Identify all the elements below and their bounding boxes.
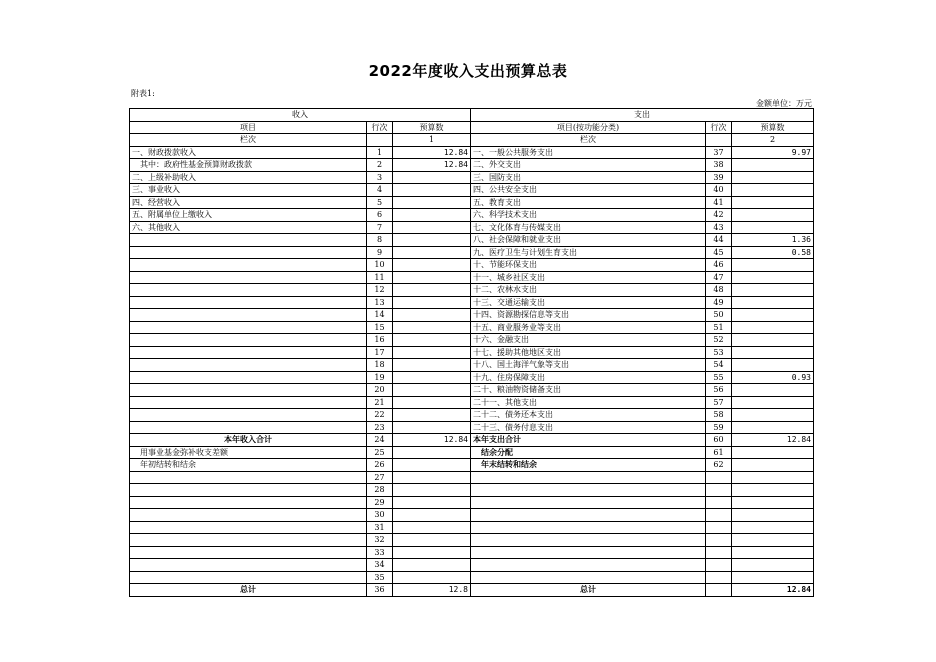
table-row [130,184,814,197]
expense-item-cell: 本年支出合计 [471,434,706,447]
expense-item-cell: 十九、住房保障支出 [471,371,706,384]
income-budget-cell [393,409,471,422]
expense-rowno-cell: 50 [706,309,732,322]
expense-budget-cell [732,321,814,334]
income-budget-cell [393,334,471,347]
income-rowno-cell: 31 [367,521,393,534]
expense-item-cell: 十三、交通运输支出 [471,296,706,309]
expense-budget-cell [732,309,814,322]
income-budget-cell [393,221,471,234]
income-budget-cell [393,509,471,522]
income-rowno-cell: 14 [367,309,393,322]
expense-rowno-cell: 56 [706,384,732,397]
expense-budget-cell [732,196,814,209]
income-budget-cell: 12.84 [393,159,471,172]
header-row-sections [130,109,814,122]
expense-item-cell: 二十、粮油物资储备支出 [471,384,706,397]
expense-budget-cell [732,334,814,347]
expense-item-header: 项目(按功能分类) [471,121,706,134]
expense-item-cell: 结余分配 [471,446,706,459]
table-row [130,159,814,172]
income-budget-cell [393,209,471,222]
expense-budget-cell [732,521,814,534]
expense-rowno-cell: 52 [706,334,732,347]
expense-item-cell [471,509,706,522]
expense-item-cell: 二十一、其他支出 [471,396,706,409]
expense-item-cell [471,546,706,559]
income-rowno-cell: 34 [367,559,393,572]
table-row [130,521,814,534]
table-row [130,196,814,209]
expense-budget-cell [732,184,814,197]
expense-item-cell: 十七、援助其他地区支出 [471,346,706,359]
income-rowno-header: 行次 [367,121,393,134]
income-budget-cell [393,359,471,372]
expense-budget-cell: 0.93 [732,371,814,384]
expense-item-cell: 十八、国土海洋气象等支出 [471,359,706,372]
income-item-cell [130,396,367,409]
expense-rowno-cell: 48 [706,284,732,297]
income-column-label: 栏次 [130,134,367,147]
expense-rowno-cell: 39 [706,171,732,184]
expense-budget-cell [732,259,814,272]
expense-item-cell: 四、公共安全支出 [471,184,706,197]
income-rowno-cell: 35 [367,571,393,584]
income-rowno-cell: 13 [367,296,393,309]
income-rowno-cell: 24 [367,434,393,447]
expense-budget-cell: 12.84 [732,584,814,597]
expense-budget-cell: 0.58 [732,246,814,259]
table-row [130,246,814,259]
expense-item-cell: 十二、农林水支出 [471,284,706,297]
header-row-columns [130,121,814,134]
expense-budget-cell [732,484,814,497]
expense-budget-cell [732,221,814,234]
table-row [130,584,814,597]
income-rowno-cell: 1 [367,146,393,159]
income-rowno-cell: 26 [367,459,393,472]
income-item-cell [130,534,367,547]
expense-item-cell: 二、外交支出 [471,159,706,172]
table-row [130,571,814,584]
expense-item-cell [471,571,706,584]
income-rowno-cell: 8 [367,234,393,247]
expense-item-cell [471,496,706,509]
expense-item-cell: 十五、商业服务业等支出 [471,321,706,334]
table-row [130,546,814,559]
expense-budget-cell [732,559,814,572]
expense-rowno-cell: 55 [706,371,732,384]
expense-rowno-cell: 47 [706,271,732,284]
expense-budget-cell [732,396,814,409]
income-rowno-cell: 30 [367,509,393,522]
income-rowno-cell: 33 [367,546,393,559]
expense-column-label: 栏次 [471,134,706,147]
income-item-header: 项目 [130,121,367,134]
income-budget-cell: 12.84 [393,146,471,159]
table-row [130,321,814,334]
expense-budget-cell [732,421,814,434]
income-budget-cell [393,184,471,197]
income-item-cell: 其中：政府性基金预算财政拨款 [130,159,367,172]
income-budget-header: 预算数 [393,121,471,134]
table-row [130,396,814,409]
income-rowno-empty [367,134,393,147]
income-item-cell: 二、上级补助收入 [130,171,367,184]
income-item-cell [130,284,367,297]
income-item-cell [130,421,367,434]
expense-budget-cell [732,546,814,559]
income-rowno-cell: 21 [367,396,393,409]
expense-budget-cell [732,346,814,359]
income-budget-cell [393,309,471,322]
expense-budget-cell [732,284,814,297]
unit-label: 金额单位：万元 [756,99,812,108]
expense-budget-cell [732,446,814,459]
income-rowno-cell: 23 [367,421,393,434]
table-row [130,409,814,422]
expense-rowno-cell: 40 [706,184,732,197]
income-budget-cell [393,384,471,397]
income-item-cell: 六、其他收入 [130,221,367,234]
income-item-cell [130,521,367,534]
expense-rowno-cell [706,534,732,547]
expense-rowno-cell: 61 [706,446,732,459]
expense-item-cell: 总计 [471,584,706,597]
income-budget-cell [393,346,471,359]
expense-rowno-cell: 46 [706,259,732,272]
table-row [130,471,814,484]
expense-item-cell: 九、医疗卫生与计划生育支出 [471,246,706,259]
expense-rowno-cell: 53 [706,346,732,359]
expense-budget-cell: 9.97 [732,146,814,159]
expense-item-cell: 年末结转和结余 [471,459,706,472]
table-row [130,221,814,234]
expense-item-cell [471,484,706,497]
table-row [130,421,814,434]
expense-rowno-header: 行次 [706,121,732,134]
expense-budget-cell [732,496,814,509]
income-item-cell: 本年收入合计 [130,434,367,447]
income-item-cell [130,371,367,384]
income-budget-cell [393,571,471,584]
expense-item-cell: 二十二、债务还本支出 [471,409,706,422]
income-item-cell: 年初结转和结余 [130,459,367,472]
table-row [130,296,814,309]
expense-rowno-cell: 62 [706,459,732,472]
income-rowno-cell: 22 [367,409,393,422]
table-row [130,146,814,159]
table-row [130,534,814,547]
table-row [130,371,814,384]
table-row [130,334,814,347]
expense-rowno-cell [706,471,732,484]
table-row [130,484,814,497]
expense-budget-cell [732,459,814,472]
income-rowno-cell: 11 [367,271,393,284]
income-item-cell [130,409,367,422]
expense-budget-header: 预算数 [732,121,814,134]
expense-item-cell: 八、社会保障和就业支出 [471,234,706,247]
income-budget-cell [393,284,471,297]
income-item-cell [130,546,367,559]
income-rowno-cell: 5 [367,196,393,209]
income-budget-cell [393,446,471,459]
income-item-cell [130,271,367,284]
expense-rowno-cell: 43 [706,221,732,234]
income-budget-cell [393,396,471,409]
income-rowno-cell: 9 [367,246,393,259]
income-item-cell [130,309,367,322]
expense-budget-cell [732,171,814,184]
income-rowno-cell: 3 [367,171,393,184]
expense-rowno-cell [706,484,732,497]
expense-item-cell: 二十三、债务付息支出 [471,421,706,434]
table-row [130,346,814,359]
expense-item-cell: 七、文化体育与传媒支出 [471,221,706,234]
income-budget-cell [393,234,471,247]
expense-rowno-cell [706,571,732,584]
income-rowno-cell: 2 [367,159,393,172]
expense-rowno-empty [706,134,732,147]
income-item-cell: 一、财政拨款收入 [130,146,367,159]
income-item-cell [130,246,367,259]
income-item-cell [130,346,367,359]
expense-budget-cell [732,209,814,222]
expense-column-index: 2 [732,134,814,147]
income-rowno-cell: 15 [367,321,393,334]
income-rowno-cell: 28 [367,484,393,497]
income-rowno-cell: 29 [367,496,393,509]
table-row [130,434,814,447]
income-rowno-cell: 12 [367,284,393,297]
table-note: 附表1: [131,89,155,98]
expense-rowno-cell: 59 [706,421,732,434]
expense-budget-cell [732,409,814,422]
expense-item-cell: 十六、金融支出 [471,334,706,347]
expense-budget-cell [732,571,814,584]
expense-rowno-cell: 44 [706,234,732,247]
expense-item-cell [471,534,706,547]
income-budget-cell [393,321,471,334]
page-title: 2022年度收入支出预算总表 [368,62,568,80]
expense-budget-cell [732,359,814,372]
table-row [130,284,814,297]
income-rowno-cell: 36 [367,584,393,597]
income-rowno-cell: 4 [367,184,393,197]
income-item-cell [130,496,367,509]
income-budget-cell: 12.84 [393,434,471,447]
income-item-cell [130,509,367,522]
income-budget-cell [393,459,471,472]
expense-rowno-cell [706,496,732,509]
expense-rowno-cell: 42 [706,209,732,222]
income-budget-cell [393,559,471,572]
expense-budget-cell: 1.36 [732,234,814,247]
income-budget-cell [393,259,471,272]
income-budget-cell [393,171,471,184]
expense-budget-cell [732,159,814,172]
income-item-cell: 四、经营收入 [130,196,367,209]
expense-budget-cell [732,534,814,547]
table-row [130,459,814,472]
income-rowno-cell: 19 [367,371,393,384]
table-row [130,559,814,572]
income-rowno-cell: 17 [367,346,393,359]
expense-item-cell [471,471,706,484]
income-column-index: 1 [393,134,471,147]
income-item-cell [130,384,367,397]
income-item-cell [130,321,367,334]
expense-rowno-cell: 58 [706,409,732,422]
expense-rowno-cell: 45 [706,246,732,259]
expense-section-header: 支出 [471,109,814,122]
income-rowno-cell: 7 [367,221,393,234]
income-rowno-cell: 25 [367,446,393,459]
expense-rowno-cell [706,546,732,559]
expense-item-cell: 六、科学技术支出 [471,209,706,222]
income-item-cell [130,571,367,584]
expense-rowno-cell [706,559,732,572]
expense-item-cell: 三、国防支出 [471,171,706,184]
table-row [130,384,814,397]
expense-item-cell: 十四、资源勘探信息等支出 [471,309,706,322]
expense-budget-cell [732,509,814,522]
table-row [130,271,814,284]
expense-rowno-cell: 49 [706,296,732,309]
table-row [130,171,814,184]
expense-rowno-cell [706,584,732,597]
income-budget-cell [393,471,471,484]
income-budget-cell [393,546,471,559]
expense-rowno-cell: 41 [706,196,732,209]
table-row [130,234,814,247]
income-item-cell: 五、附属单位上缴收入 [130,209,367,222]
expense-budget-cell [732,296,814,309]
budget-table [129,108,814,597]
income-budget-cell [393,271,471,284]
expense-item-cell: 十一、城乡社区支出 [471,271,706,284]
income-item-cell [130,234,367,247]
expense-rowno-cell: 37 [706,146,732,159]
expense-item-cell: 五、教育支出 [471,196,706,209]
expense-budget-cell: 12.84 [732,434,814,447]
income-budget-cell [393,484,471,497]
income-item-cell [130,359,367,372]
expense-rowno-cell [706,509,732,522]
expense-item-cell: 十、节能环保支出 [471,259,706,272]
expense-rowno-cell: 51 [706,321,732,334]
expense-rowno-cell [706,521,732,534]
income-item-cell [130,259,367,272]
income-budget-cell: 12.8 [393,584,471,597]
table-row [130,259,814,272]
income-budget-cell [393,371,471,384]
income-rowno-cell: 32 [367,534,393,547]
income-item-cell: 三、事业收入 [130,184,367,197]
income-item-cell [130,471,367,484]
income-rowno-cell: 27 [367,471,393,484]
table-row [130,509,814,522]
income-budget-cell [393,196,471,209]
income-item-cell [130,296,367,309]
expense-rowno-cell: 54 [706,359,732,372]
table-row [130,209,814,222]
expense-item-cell [471,521,706,534]
expense-rowno-cell: 57 [706,396,732,409]
income-item-cell [130,559,367,572]
expense-item-cell: 一、一般公共服务支出 [471,146,706,159]
income-rowno-cell: 16 [367,334,393,347]
income-budget-cell [393,521,471,534]
table-row [130,446,814,459]
expense-rowno-cell: 60 [706,434,732,447]
income-budget-cell [393,496,471,509]
expense-budget-cell [732,271,814,284]
table-row [130,359,814,372]
income-budget-cell [393,246,471,259]
income-rowno-cell: 10 [367,259,393,272]
income-budget-cell [393,296,471,309]
income-rowno-cell: 18 [367,359,393,372]
income-rowno-cell: 6 [367,209,393,222]
income-item-cell [130,484,367,497]
income-rowno-cell: 20 [367,384,393,397]
expense-rowno-cell: 38 [706,159,732,172]
income-item-cell [130,334,367,347]
expense-budget-cell [732,471,814,484]
expense-budget-cell [732,384,814,397]
income-item-cell: 总计 [130,584,367,597]
income-section-header: 收入 [130,109,471,122]
table-row [130,496,814,509]
header-row-column-index [130,134,814,147]
income-budget-cell [393,421,471,434]
income-item-cell: 用事业基金弥补收支差额 [130,446,367,459]
table-row [130,309,814,322]
expense-item-cell [471,559,706,572]
income-budget-cell [393,534,471,547]
